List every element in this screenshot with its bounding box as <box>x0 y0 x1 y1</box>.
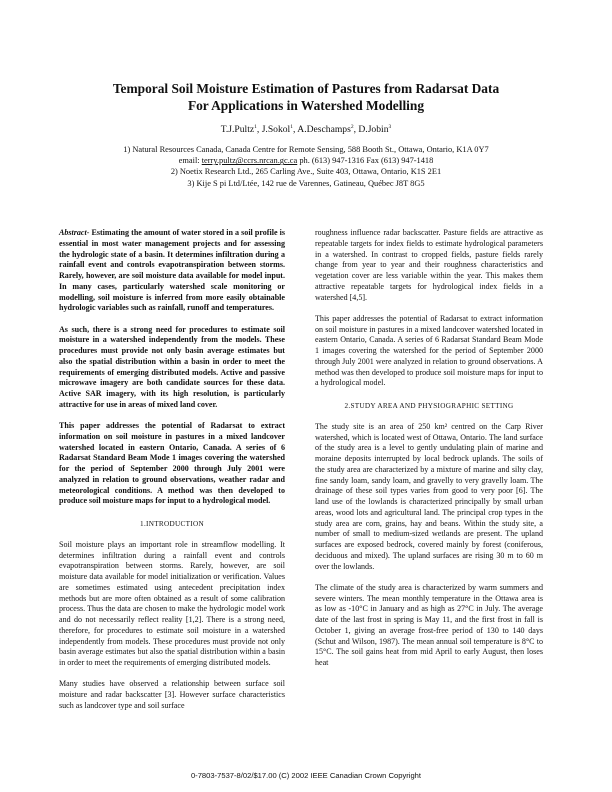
affiliation-3: 3) Kije S pi Ltd/Ltée, 142 rue de Varennes, Gatineau, Québec J8T 8G5 <box>187 178 425 188</box>
left-column <box>59 228 285 722</box>
intro-continued-paragraph: roughness influence radar backscatter. Pasture fields are attractive as repeatable targets for index fields to estimate hydrological parameters in a watershed. In contrast to cropped fields, pasture fields rarely change from year to year and their roughness characteristics and vegetation cover are less variable within the year. This makes them attractive repeatable targets for hydrological index fields in a watershed [4,5]. <box>315 228 543 302</box>
study-paragraph-1: The study site is an area of 250 km² centred on the Carp River watershed, which is located west of Ottawa, Ontario. The land surface of the study area is a level to gently undulating plain of marine and moraine deposits interrupted by local bedrock uplands. The soils of the study area are characterized by a mixture of marine and silty clay, fine sandy loam, sandy loam, and gravelly to very gravelly loam. The drainage of these soil types varies from good to very poor [6]. The land use of the lowlands is characterized principally by small urban areas, wood lots and agricultural land. The principal crop types in the study area are corn, grains, hay and beans. Within the study site, a number of small to medium-sized wetlands are present. The upland surfaces are exposed bedrock, covered mainly by forest (coniferous, deciduous and mixed). The upland surfaces are rising 30 m to 60 m over the lowlands. <box>315 421 543 571</box>
section-heading-study-area: 2.STUDY AREA AND PHYSIOGRAPHIC SETTING <box>344 402 514 410</box>
author-3-affil: 2 <box>350 123 354 130</box>
author-4-affil: 3 <box>388 123 392 130</box>
title-line-2: For Applications in Watershed Modelling <box>187 98 425 113</box>
title-line-1: Temporal Soil Moisture Estimation of Pastures from Radarsat Data <box>112 81 500 96</box>
abstract-label: Abstract- <box>59 228 90 237</box>
author-1-affil: 1 <box>254 123 257 130</box>
intro-paragraph-1: Soil moisture plays an important role in streamflow modelling. It determines infiltration during a rainfall event and controls evapotranspiration between storms. Rarely, however, are soil moisture data available for model initialization or verification. Values are sometimes estimated using antecedent precipitation index methods but are more often obtained as a result of some calibration process. Thus the data are chosen to make the hydrologic model work and do not necessarily reflect reality [1,2]. There is a strong need, therefore, for procedures to estimate soil moisture in a watershed independently from models. These procedures must provide not only basin average estimates but also the spatial distribution within a basin in order to meet the requirements of emerging distributed models. <box>59 539 285 667</box>
study-paragraph-2: The climate of the study area is characterized by warm summers and severe winters. The mean monthly temperature in the Ottawa area is as low as -10°C in January and as high as 27°C in July. The average date of the last frost in spring is May 11, and the first frost in fall is October 1, giving an average frost-free period of 130 to 140 days (Schut and Wilson, 1987). The mean annual soil temperature is 8°C to 15°C. The soil gains heat from mid April to early August, then loses heat <box>315 582 543 667</box>
phone-fax: ph. (613) 947-1316 Fax (613) 947-1418 <box>297 156 434 166</box>
author-4: D.Jobin <box>358 124 389 135</box>
author-2-affil: 1 <box>290 123 293 130</box>
affiliation-1: 1) Natural Resources Canada, Canada Centre for Remote Sensing, 588 Booth St., Ottawa, Ontario, K1A 0Y7 <box>123 145 489 154</box>
author-2: J.Sokol <box>261 124 291 135</box>
affiliations <box>0 144 612 189</box>
abstract-paragraph-2: As such, there is a strong need for procedures to estimate soil moisture in a watershed independently from the models. These procedures must provide not only basin average estimates but also the spatial distribution within a basin in order to meet the requirements of emerging distributed models. Active and passive microwave imagery are both candidate sources for these data. Active SAR imagery, with its high resolution, is particularly attractive for use in areas of mixed land cover. <box>59 324 285 409</box>
right-column <box>315 228 543 679</box>
intro-paragraph-3: This paper addresses the potential of Radarsat to extract information on soil moisture in pastures in a mixed landcover watershed located in eastern Ontario, Canada. A series of 6 Radarsat Standard Beam Mode 1 images covering the watershed for the period of September 2000 through July 2001 were analyzed in relation to ground observations. A method was then developed to produce soil moisture maps for input to a hydrological model. <box>315 313 543 388</box>
author-list: T.J.Pultz$^1$, J.Sokol$^1$, A.Deschamps$^2$, D.Jobin$^3$ <box>220 123 392 135</box>
author-3: A.Deschamps <box>297 124 351 135</box>
abstract-paragraph-3: This paper addresses the potential of Radarsat to extract information on soil moisture in pastures in a mixed landcover watershed located in eastern Ontario, Canada. A series of 6 Radarsat Standard Beam Mode 1 images covering the watershed for the period of September 2000 through July 2001 were analyzed in relation to ground observations, weather radar and meteorological conditions. A method was then developed to produce soil moisture maps for input to a hydrological model. <box>59 421 285 506</box>
contact-line <box>0 155 612 166</box>
email-label: email: <box>178 156 202 166</box>
email-link[interactable]: terry.pultz@ccrs.nrcan.gc.ca <box>201 156 298 166</box>
affiliation-2: 2) Noetix Research Ltd., 265 Carling Ave., Suite 403, Ottawa, Ontario, K1S 2E1 <box>170 167 442 177</box>
copyright-footer: 0-7803-7537-8/02/$17.00 (C) 2002 IEEE Canadian Crown Copyright <box>190 771 422 780</box>
abstract-text-1: Estimating the amount of water stored in a soil profile is essential in most water management projects and for assessing the hydrologic state of a basin. It determines infiltration during a rainfall event and controls evapotranspiration between storms. Rarely, however, are soil moisture data available for model input. In many cases, particularly watershed scale monitoring or modelling, soil moisture is inferred from more easily obtainable hydrologic variables such as rainfall, runoff and temperatures. <box>59 228 285 313</box>
intro-paragraph-2: Many studies have observed a relationship between surface soil moisture and radar backscatter [3]. However surface characteristics such as landcover type and soil surface <box>59 679 285 710</box>
abstract-paragraph-1 <box>59 228 285 314</box>
section-heading-introduction: 1.INTRODUCTION <box>140 520 204 528</box>
paper-title <box>0 80 612 114</box>
author-1: T.J.Pultz <box>220 124 255 135</box>
